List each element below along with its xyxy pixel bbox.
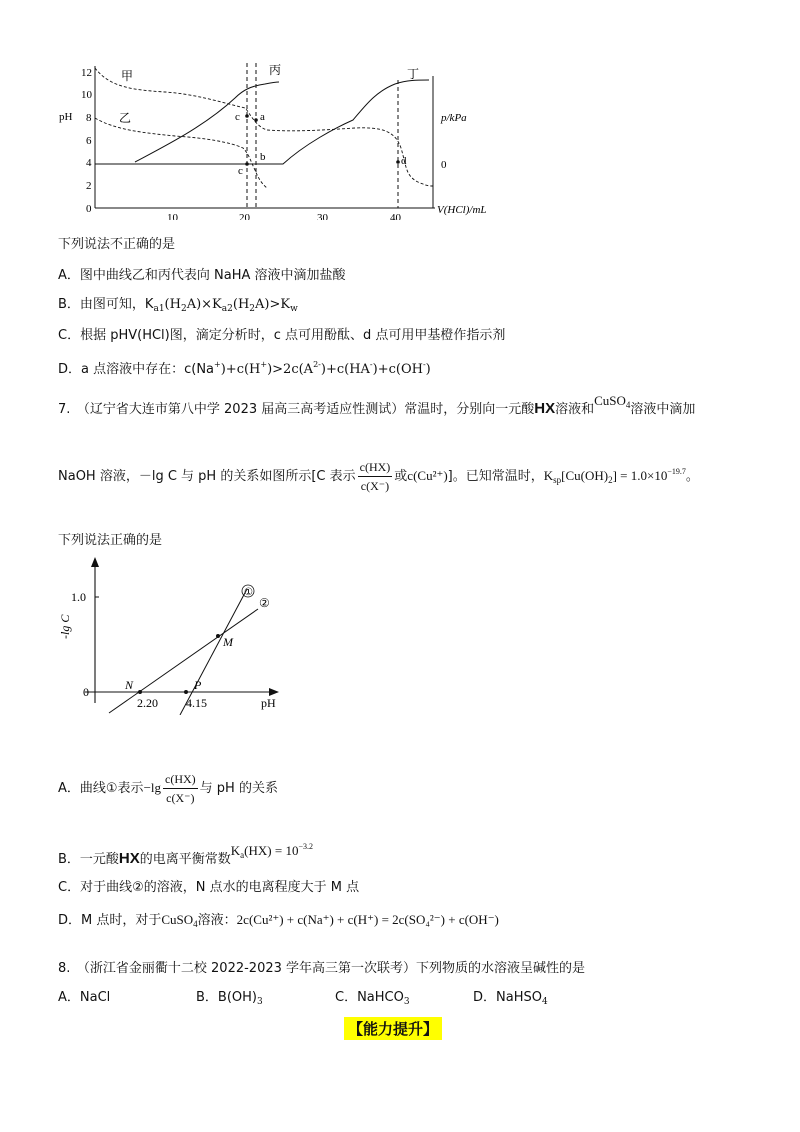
q7-stem-question: 下列说法正确的是 bbox=[58, 533, 163, 548]
curve-label-jia: 甲 bbox=[121, 69, 134, 83]
label-P: P bbox=[194, 678, 202, 692]
q6-option-d: D．a 点溶液中存在：$c(Na^+)+c(H^+)>2c(A^{2-})+c(HA^-)+c(OH^-)$ bbox=[58, 360, 431, 377]
label-P-value: 4.15 bbox=[186, 696, 207, 710]
point-c-upper bbox=[245, 114, 249, 118]
point-a bbox=[254, 118, 258, 122]
q6-option-c: C．根据 pHV(HCl)图，滴定分析时，c 点可用酚酞、d 点可用甲基橙作指示剂 bbox=[58, 328, 506, 343]
curve-2-label: ② bbox=[259, 596, 270, 610]
curve-jia bbox=[95, 68, 433, 186]
q6-option-b: B．由图可知，$K_{a1}(H_2A)\times K_{a2}(H_2A)>K_w$ bbox=[58, 297, 298, 314]
x-axis-label: V(HCl)/mL bbox=[437, 204, 487, 216]
q8-option-b: B．$B(OH)_3$ bbox=[196, 990, 263, 1007]
label-M: M bbox=[223, 635, 233, 649]
right-axis-label: p/kPa bbox=[441, 112, 467, 124]
y-axis-label: -lg C bbox=[58, 614, 72, 639]
y-axis-arrow bbox=[91, 557, 99, 567]
point-N bbox=[138, 690, 142, 694]
curve-label-yi: 乙 bbox=[119, 111, 132, 125]
point-P bbox=[184, 690, 188, 694]
point-c-lower bbox=[245, 162, 249, 166]
point-d bbox=[396, 160, 400, 164]
label-c-lower: c bbox=[238, 165, 243, 177]
curve-label-bing: 丙 bbox=[269, 63, 282, 77]
y-tick: 10 bbox=[81, 89, 92, 101]
q6-stem: 下列说法不正确的是 bbox=[58, 237, 176, 252]
q8-option-d: D．NaHSO$_4$ bbox=[473, 990, 548, 1007]
label-b: b bbox=[260, 151, 266, 163]
y-tick-1: 1.0 bbox=[71, 590, 86, 604]
right-axis-tick: 0 bbox=[441, 159, 447, 171]
q6-option-a: A．图中曲线乙和丙代表向 NaHA 溶液中滴加盐酸 bbox=[58, 268, 346, 283]
label-c-upper: c bbox=[235, 111, 240, 123]
point-M bbox=[216, 634, 220, 638]
q7-option-c: C．对于曲线②的溶液，N 点水的电离程度大于 M 点 bbox=[58, 880, 360, 895]
origin-label: 0 bbox=[83, 685, 89, 699]
label-d: d bbox=[401, 155, 407, 167]
x-tick: 10 bbox=[167, 212, 178, 220]
y-tick: 12 bbox=[81, 67, 92, 79]
label-a: a bbox=[260, 111, 265, 123]
y-tick: 2 bbox=[86, 180, 92, 192]
section-banner: 【能力提升】 bbox=[344, 1017, 442, 1040]
label-N-value: 2.20 bbox=[137, 696, 158, 710]
y-tick: 8 bbox=[86, 112, 92, 124]
q8-option-a: A．NaCl bbox=[58, 990, 111, 1005]
curve-bing bbox=[135, 82, 279, 162]
y-tick: 6 bbox=[86, 135, 92, 147]
curve-label-ding: 丁 bbox=[407, 67, 420, 81]
y-axis-label: pH bbox=[59, 111, 73, 123]
q7-option-d: D．M 点时，对于CuSO$_4$溶液：2c(Cu²⁺) + c(Na⁺) + c(H⁺) = 2c(SO₄²⁻) + c(OH⁻) bbox=[58, 912, 499, 929]
x-axis-label: pH bbox=[261, 696, 276, 710]
x-tick: 40 bbox=[390, 212, 401, 220]
x-axis-arrow bbox=[269, 688, 279, 696]
y-tick: 0 bbox=[86, 203, 92, 215]
x-tick: 30 bbox=[317, 212, 328, 220]
y-tick: 4 bbox=[86, 157, 92, 169]
q8-stem: 8. （浙江省金丽衢十二校 2022-2023 学年高三第一次联考）下列物质的水溶液呈碱性的是 bbox=[58, 961, 586, 976]
lgc-ph-chart bbox=[55, 555, 295, 715]
titration-chart bbox=[55, 58, 515, 220]
curve-yi bbox=[95, 118, 267, 188]
curve-1-label: ① bbox=[244, 587, 253, 598]
x-tick: 20 bbox=[239, 212, 250, 220]
q8-option-c: C．NaHCO$_3$ bbox=[335, 990, 410, 1007]
q7-option-a: A．曲线①表示−lg $\frac{c(HX)}{c(X^-)}$ 与 pH 的关系 bbox=[58, 772, 278, 805]
curve-2 bbox=[109, 609, 258, 713]
q7-stem-line1: 7. （辽宁省大连市第八中学 2023 届高三高考适应性测试）常温时，分别向一元酸HX溶液和CuSO$_4$溶液中滴加 bbox=[58, 393, 696, 417]
q7-stem-line2: NaOH 溶液，－lg C 与 pH 的关系如图所示[C 表示 $\frac{c(HX)}{c(X^-)}$ 或c(Cu²⁺)]。已知常温时，$K_{sp}[Cu(OH)_2] = 1.0\times 10^{-19.7}$。 bbox=[58, 460, 699, 493]
label-N: N bbox=[125, 678, 134, 692]
q7-option-b: B．一元酸HX的电离平衡常数$K_a(HX) = 10^{-3.2}$ bbox=[58, 842, 313, 867]
